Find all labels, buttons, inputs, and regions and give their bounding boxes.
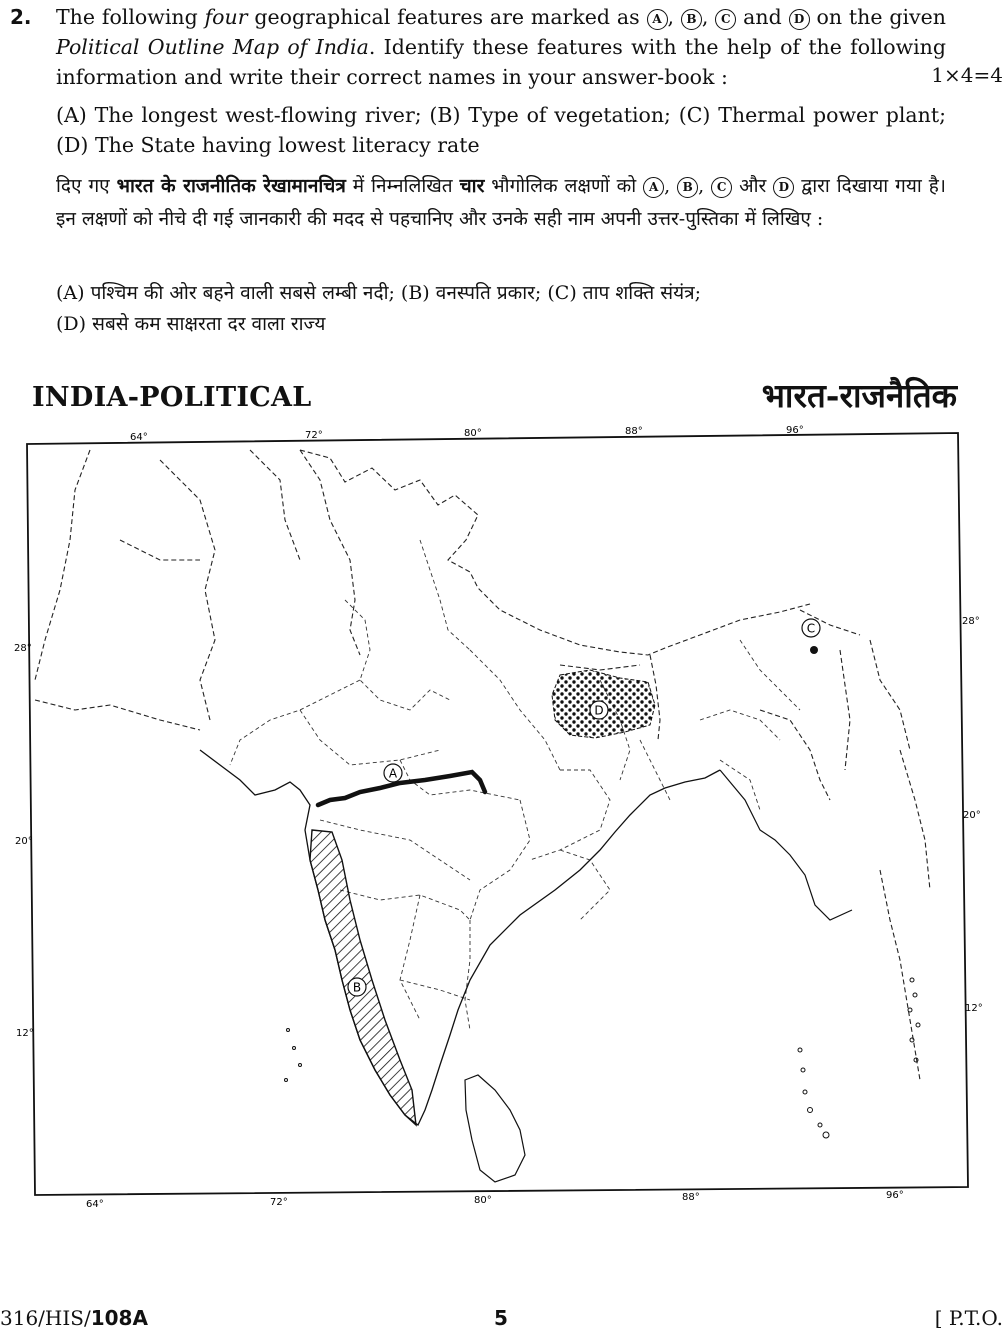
svg-text:D: D [594, 703, 604, 718]
lat-tick-left: 28° [14, 643, 32, 654]
question-intro-hi: दिए गए भारत के राजनीतिक रेखामानचित्र में निम्नलिखित चार भौगोलिक लक्षणों को A , B , C और D द्वारा दिखाया गया है। इन लक्षणों को नीचे दी गई जानकारी की मदद से पहचानिए और उनके सही नाम अपनी उत्तर-पुस्तिका में लिखिए : [56, 175, 947, 230]
feature-label-b [348, 978, 366, 996]
lat-tick-right: 20° [963, 810, 981, 821]
lon-tick-bottom: 88° [682, 1192, 700, 1203]
question-items-hi: (A) पश्चिम की ओर बहने वाली सबसे लम्बी नदी; (B) वनस्पति प्रकार; (C) ताप शक्ति संयंत्र; (D) सबसे कम साक्षरता दर वाला राज्य [56, 282, 702, 335]
feature-label-a [384, 764, 402, 782]
lon-tick-bottom: 72° [270, 1197, 288, 1208]
map-title-en: INDIA-POLITICAL [32, 382, 312, 413]
northern-boundary [300, 450, 810, 655]
lon-tick-top: 64° [130, 432, 148, 443]
lon-tick-bottom: 64° [86, 1199, 104, 1210]
map-title-hi: भारत-राजनैतिक [761, 376, 957, 415]
lat-tick-right: 12° [965, 1003, 983, 1014]
svg-text:A: A [388, 766, 398, 781]
sri-lanka [465, 1075, 525, 1182]
india-political-map [0, 420, 1005, 1260]
footer-paper-code: 316/HIS/108A [0, 1306, 148, 1330]
feature-label-d [590, 701, 608, 719]
question-number: 2. [10, 5, 32, 29]
marker-d: D [789, 9, 810, 30]
footer-pto: [ P.T.O. [934, 1306, 1003, 1330]
map-frame [27, 433, 968, 1195]
feature-b-vegetation-hatch [310, 830, 416, 1125]
lon-tick-top: 80° [464, 428, 482, 439]
lon-tick-bottom: 80° [474, 1195, 492, 1206]
feature-label-c [802, 619, 820, 637]
lat-tick-right: 28° [962, 616, 980, 627]
svg-text:B: B [352, 980, 362, 995]
marker-a: A [647, 9, 668, 30]
footer-page-number: 5 [494, 1306, 508, 1330]
lat-tick-left: 20° [15, 836, 33, 847]
lon-tick-top: 72° [305, 430, 323, 441]
question-marks: 1×4=4 [931, 63, 1003, 87]
svg-text:C: C [806, 621, 816, 636]
lon-tick-bottom: 96° [886, 1190, 904, 1201]
lon-tick-top: 88° [625, 426, 643, 437]
feature-c-point [810, 646, 818, 654]
india-coastline [200, 750, 720, 1125]
question-intro-en: The following four geographical features are marked as A , B , C and D on the given Political Outline Map of India. Identify these features with the help of the following information and write their correct names in your answer-book : [56, 5, 946, 89]
marker-c: C [715, 9, 736, 30]
marker-b: B [681, 9, 702, 30]
lon-tick-top: 96° [786, 425, 804, 436]
lat-tick-left: 12° [16, 1028, 34, 1039]
question-items-en: (A) The longest west-flowing river; (B) Type of vegetation; (C) Thermal power plant; (D) The State having lowest literacy rate [56, 103, 946, 157]
